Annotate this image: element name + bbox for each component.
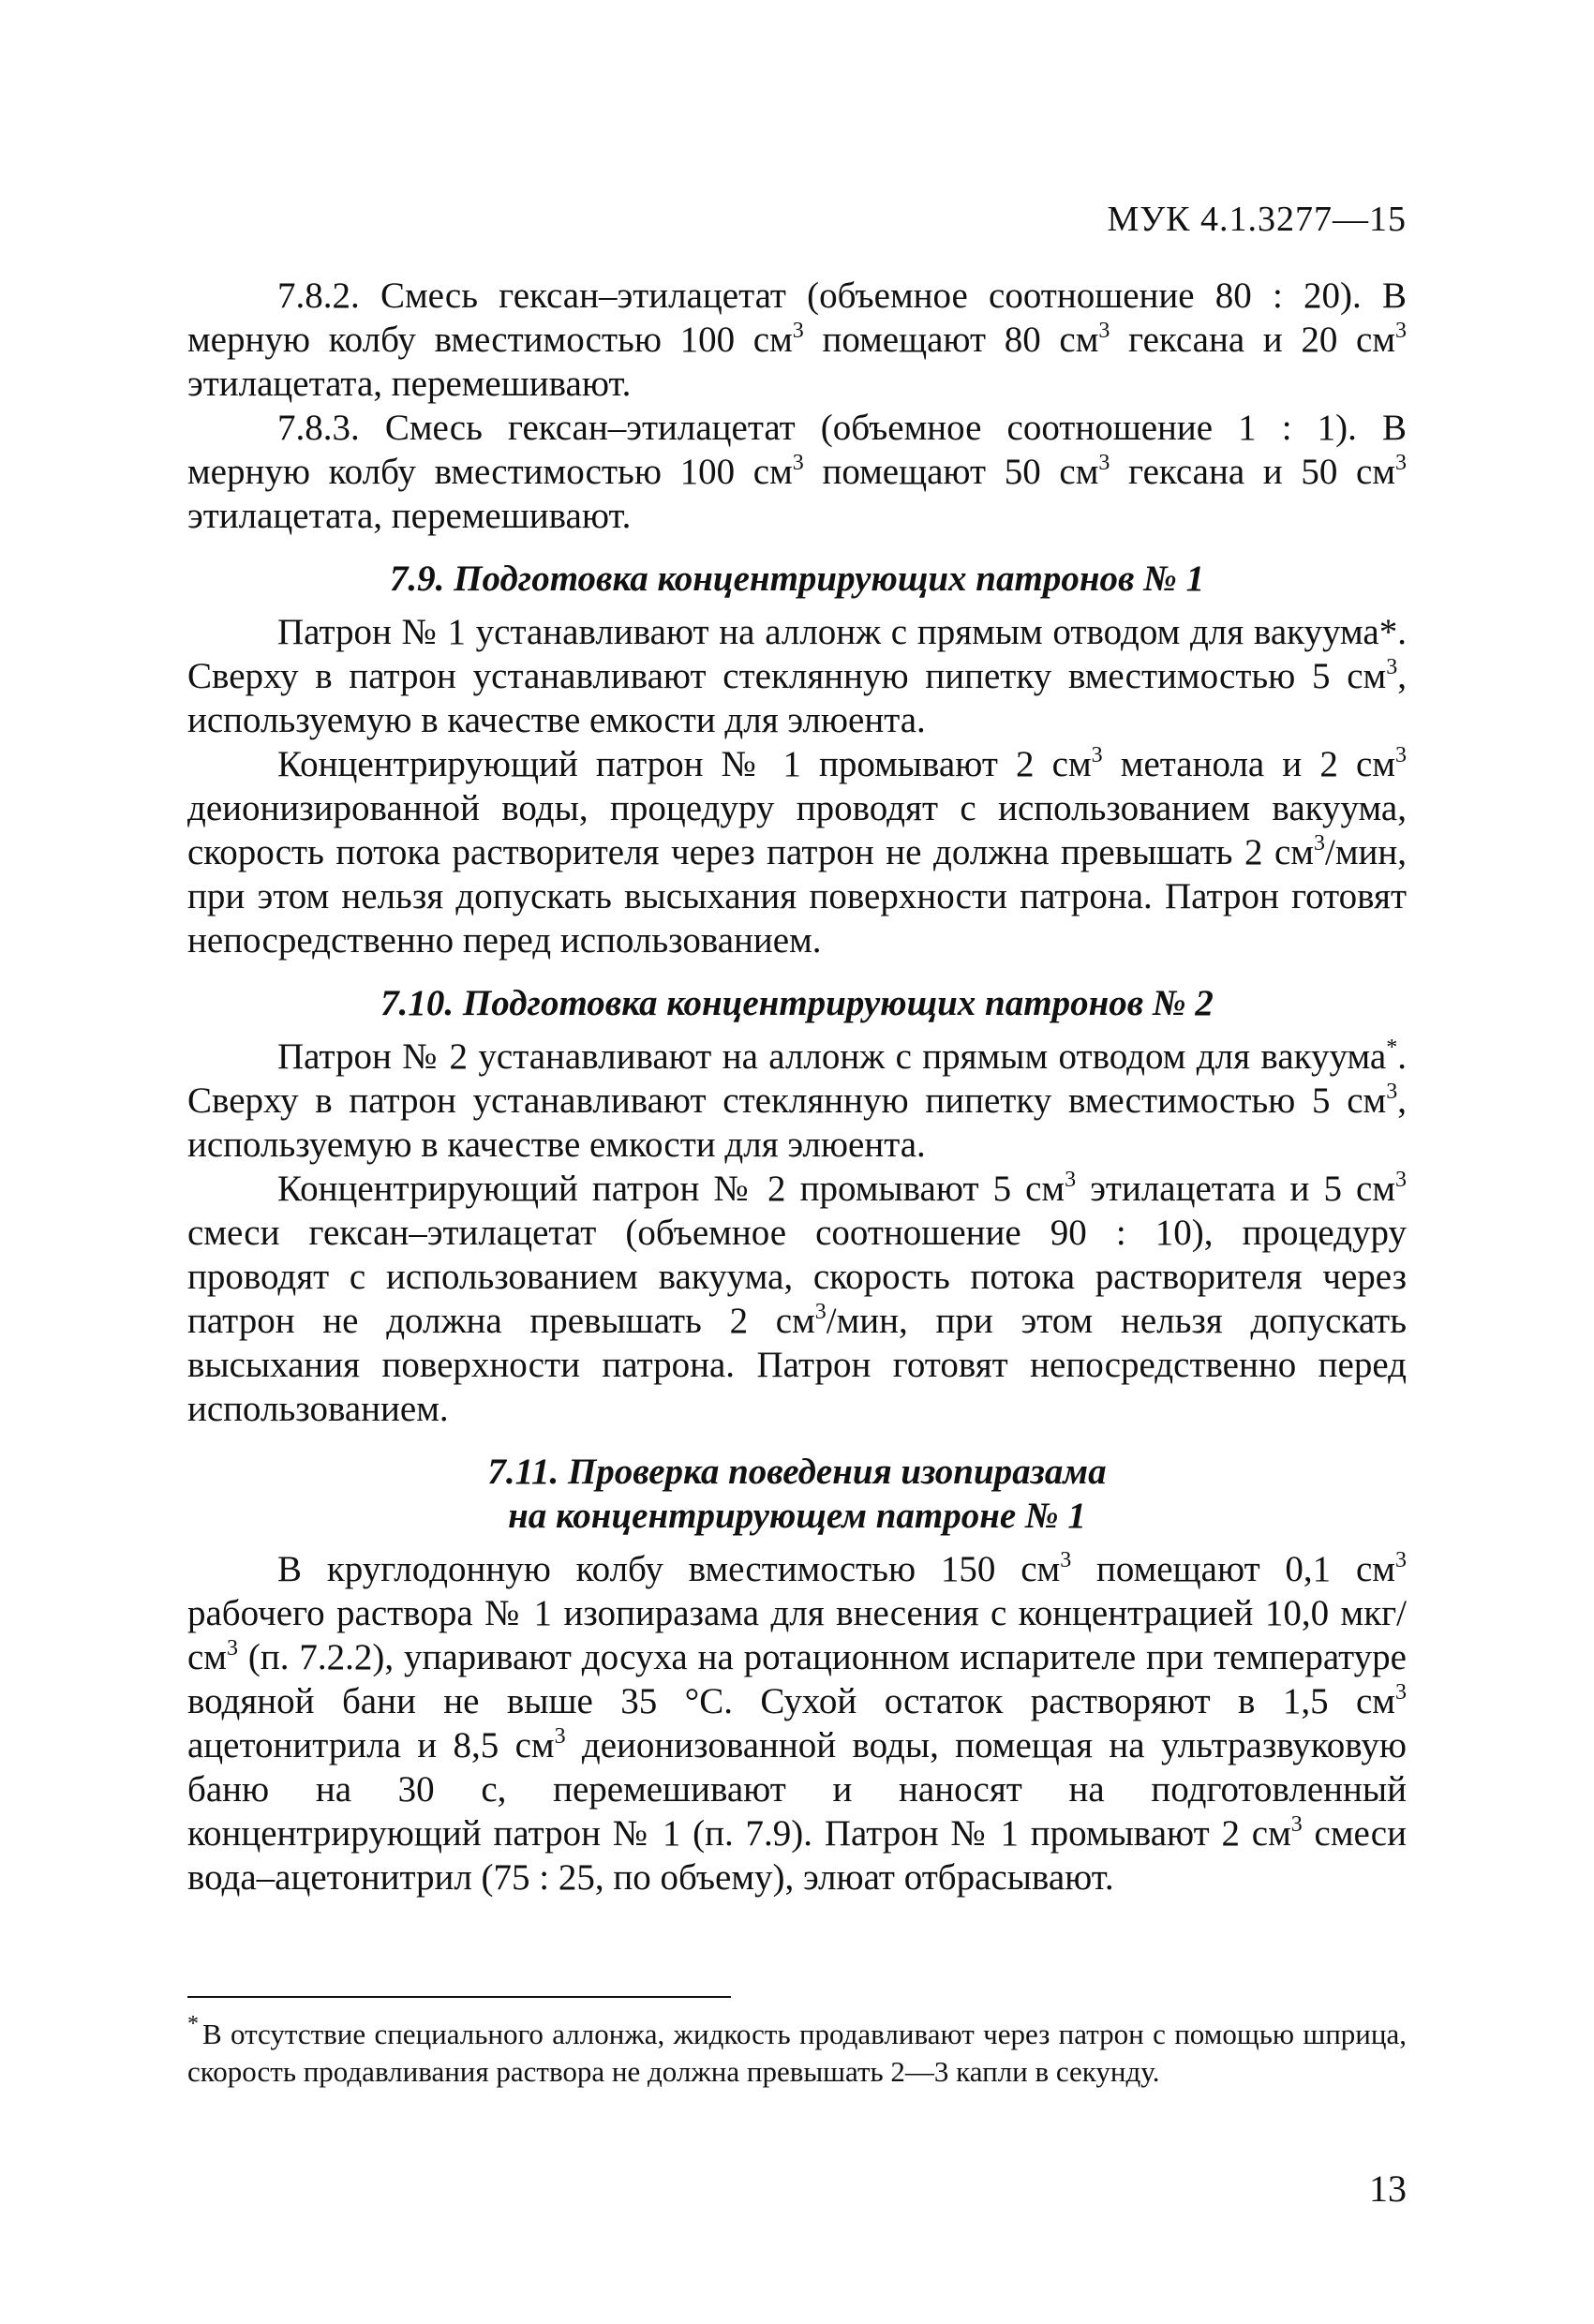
text-run: смеси вода–ацетонитрил (75 : 25, по объему), элюат отбрасывают.	[187, 1813, 1407, 1898]
text-run: деионизированной воды, процедуру проводят с использованием вакуума, скорость потока растворителя через патрон не должна превышать 2 см	[187, 788, 1407, 872]
superscript: 3	[1395, 319, 1407, 343]
superscript: 3	[1098, 451, 1110, 475]
text-run: помещают 80 см	[803, 320, 1099, 360]
superscript: 3	[1065, 1168, 1077, 1192]
text-run: , используемую в качестве емкости для элюента.	[187, 1080, 1407, 1165]
footnote-text: В отсутствие специального аллонжа, жидкость продавливают через патрон с помощью шприца, скорость продавливания раствора не должна превышать 2—3 капли в секунду.	[187, 2018, 1407, 2088]
superscript: 3	[1386, 655, 1398, 679]
text-run: Концентрирующий патрон № 1 промывают 2 см	[277, 744, 1092, 784]
superscript: 3	[792, 319, 804, 343]
text-run: этилацетата, перемешивают.	[187, 364, 632, 404]
text-run: Патрон № 2 устанавливают на аллонж с прямым отводом для вакуума	[277, 1036, 1387, 1077]
text-run: этилацетата, перемешивают.	[187, 496, 632, 536]
text-run: /мин, при этом нельзя допускать высыхания поверхности патрона. Патрон готовят непосредственно перед использованием.	[187, 832, 1407, 961]
footnote-divider	[187, 1996, 731, 1998]
section-heading-7-11	[187, 1450, 1407, 1538]
footnote-mark: *	[187, 2012, 199, 2036]
text-run: Патрон № 1 устанавливают на аллонж с прямым отводом для вакуума*. Сверху в патрон устанавливают стеклянную пипетку вместимостью 5 см	[187, 612, 1407, 696]
superscript: 3	[1395, 743, 1407, 767]
superscript: 3	[227, 1636, 238, 1661]
heading-line: 7.11. Проверка поведения изопиразама	[487, 1452, 1107, 1492]
text-run: /мин, при этом нельзя допускать высыхания поверхности патрона. Патрон готовят непосредственно перед использованием.	[187, 1301, 1407, 1429]
text-run: гексана и 20 см	[1110, 320, 1395, 360]
text-run: 7.8.2. Смесь гексан–этилацетат (объемное соотношение 80 : 20). В мерную колбу вместимостью 100 см	[187, 276, 1407, 360]
text-run: (п. 7.2.2), упаривают досуха на ротационном испарителе при температуре водяной бани не выше 35 °С. Сухой остаток растворяют в 1,5 см	[187, 1637, 1407, 1721]
paragraph-7-10-1	[187, 1035, 1407, 1167]
paragraph-7-10-2	[187, 1167, 1407, 1431]
text-run: Концентрирующий патрон № 2 промывают 5 см	[277, 1169, 1065, 1209]
section-heading-7-10: 7.10. Подготовка концентрирующих патронов № 2	[380, 983, 1214, 1023]
text-run: . Сверху в патрон устанавливают стеклянную пипетку вместимостью 5 см	[187, 1036, 1407, 1121]
superscript: 3	[1386, 1080, 1398, 1104]
footnote-reference: *	[1386, 1035, 1398, 1060]
superscript: 3	[554, 1724, 566, 1749]
text-run: этилацетата и 5 см	[1076, 1169, 1395, 1209]
superscript: 3	[1313, 831, 1325, 856]
text-run: ацетонитрила и 8,5 см	[187, 1725, 555, 1765]
text-run: деионизованной воды, помещая на ультразвуковую баню на 30 с, перемешивают и наносят на подготовленный концентрирующий патрон № 1 (п. 7.9). Патрон № 1 промывают 2 см	[187, 1725, 1407, 1854]
paragraph-7-11-1	[187, 1547, 1407, 1899]
document-code-header: МУК 4.1.3277—15	[1107, 200, 1407, 239]
text-run: смеси гексан–этилацетат (объемное соотношение 90 : 10), процедуру проводят с использованием вакуума, скорость потока растворителя через патрон не должна превышать 2 см	[187, 1213, 1407, 1341]
superscript: 3	[1394, 1548, 1407, 1572]
superscript: 3	[792, 451, 804, 475]
document-page	[187, 0, 1407, 2324]
footnote	[187, 2005, 1407, 2091]
text-run: гексана и 50 см	[1110, 452, 1395, 492]
paragraph-7-9-1	[187, 610, 1407, 742]
text-run: помещают 50 см	[803, 452, 1099, 492]
superscript: 3	[1060, 1548, 1072, 1572]
superscript: 3	[1395, 451, 1407, 475]
superscript: 3	[1098, 319, 1110, 343]
section-heading-7-9: 7.9. Подготовка концентрирующих патронов № 1	[389, 559, 1205, 599]
text-run: , используемую в качестве емкости для элюента.	[187, 656, 1407, 740]
superscript: 3	[1091, 743, 1103, 767]
superscript: 3	[1395, 1168, 1407, 1192]
text-run: 7.8.3. Смесь гексан–этилацетат (объемное соотношение 1 : 1). В мерную колбу вместимостью 100 см	[187, 408, 1407, 492]
text-run: рабочего раствора № 1 изопиразама для внесения с концентрацией 10,0 мкг/см	[187, 1593, 1407, 1677]
paragraph-7-8-3	[187, 406, 1407, 538]
paragraph-7-9-2	[187, 742, 1407, 962]
text-run: помещают 0,1 см	[1071, 1549, 1395, 1589]
page-number: 13	[1369, 2168, 1407, 2210]
superscript: 3	[1290, 1812, 1303, 1837]
superscript: 3	[1395, 1680, 1407, 1705]
text-run: В круглодонную колбу вместимостью 150 см	[277, 1549, 1061, 1589]
superscript: 3	[814, 1300, 827, 1324]
page-content	[187, 274, 1407, 1899]
paragraph-7-8-2	[187, 274, 1407, 406]
heading-line: на концентрирующем патроне № 1	[508, 1496, 1086, 1536]
text-run: метанола и 2 см	[1102, 744, 1395, 784]
